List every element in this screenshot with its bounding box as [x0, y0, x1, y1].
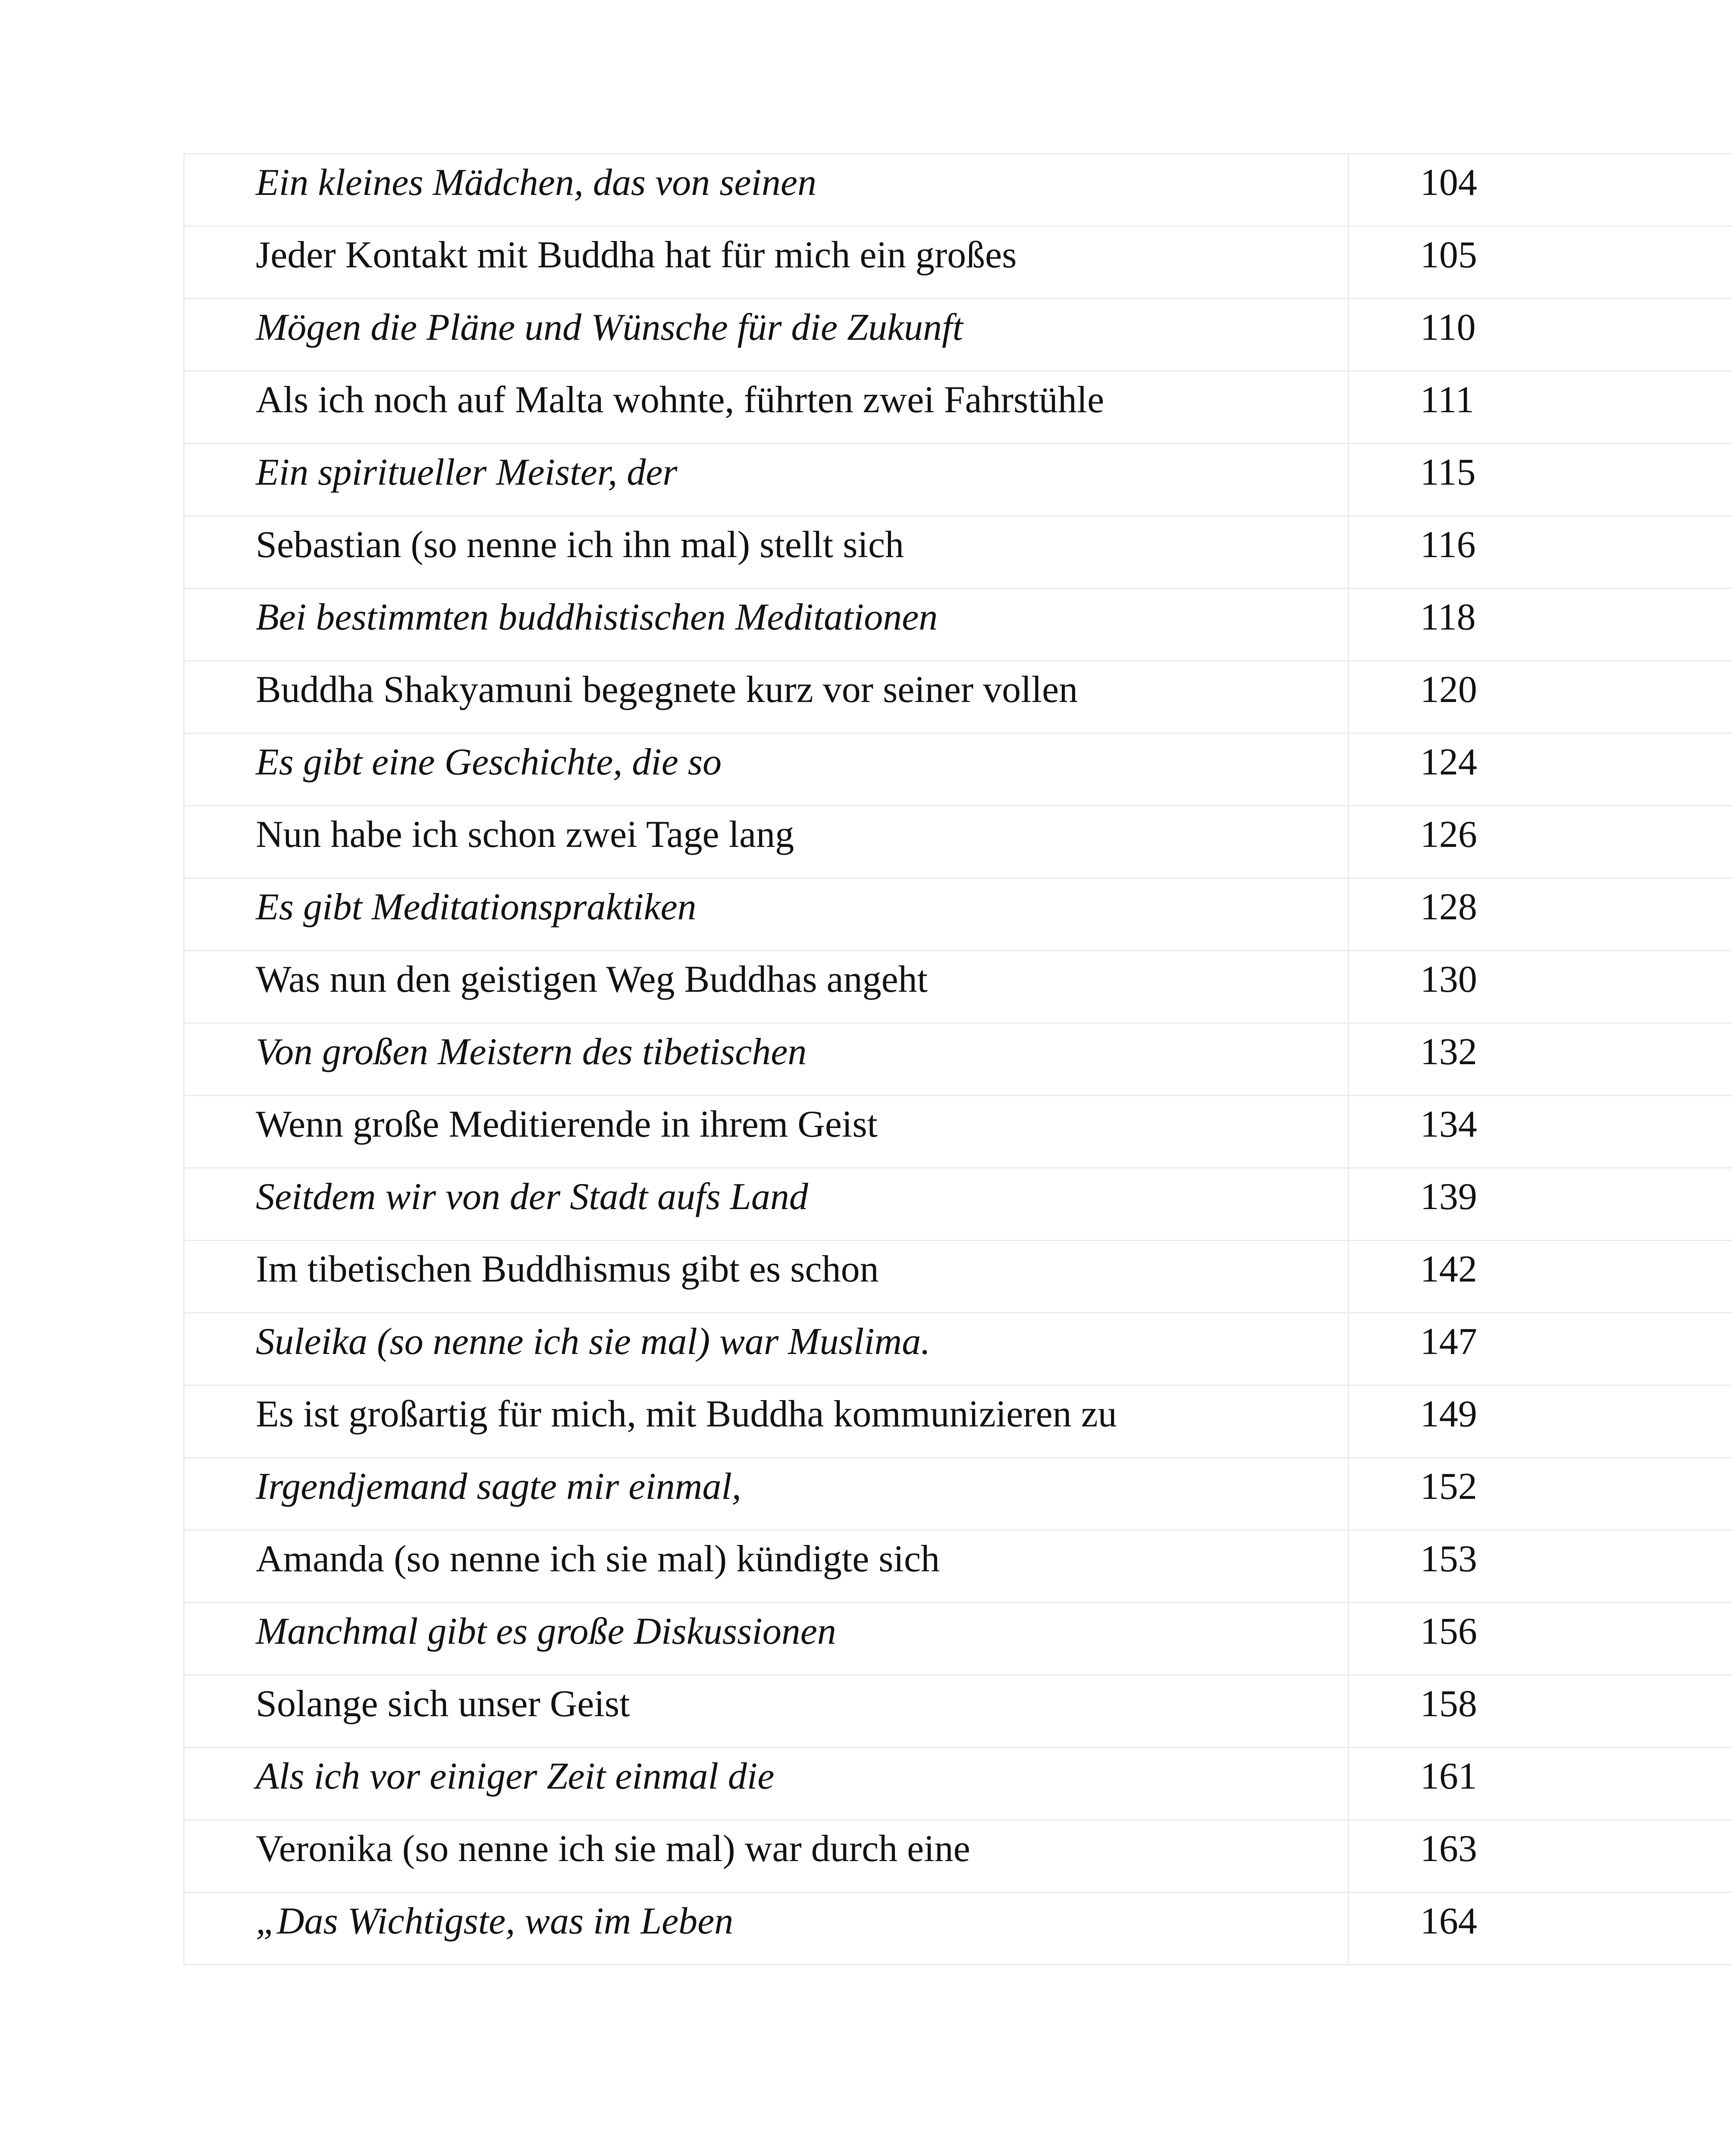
table-of-contents: [183, 153, 1732, 1965]
toc-row: [184, 1385, 1732, 1458]
toc-row: [184, 1530, 1732, 1603]
toc-entry-title: Von großen Meistern des tibetischen: [184, 1023, 1349, 1096]
toc-entry-page-number: 128: [1349, 878, 1732, 951]
toc-row: [184, 1168, 1732, 1241]
toc-row: [184, 733, 1732, 806]
toc-entry-title: Sebastian (so nenne ich ihn mal) stellt sich: [184, 516, 1349, 589]
toc-body: [184, 154, 1732, 1965]
toc-row: [184, 1023, 1732, 1096]
toc-entry-title: Wenn große Meditierende in ihrem Geist: [184, 1096, 1349, 1168]
toc-entry-page-number: 115: [1349, 444, 1732, 516]
toc-entry-page-number: 149: [1349, 1385, 1732, 1458]
toc-row: [184, 516, 1732, 589]
toc-entry-title: Es ist großartig für mich, mit Buddha kommunizieren zu: [184, 1385, 1349, 1458]
toc-row: [184, 154, 1732, 226]
toc-row: [184, 1748, 1732, 1820]
toc-row: [184, 1603, 1732, 1675]
toc-entry-page-number: 104: [1349, 154, 1732, 226]
toc-entry-title: Als ich vor einiger Zeit einmal die: [184, 1748, 1349, 1820]
toc-row: [184, 299, 1732, 371]
toc-entry-page-number: 147: [1349, 1313, 1732, 1385]
toc-entry-page-number: 126: [1349, 806, 1732, 878]
toc-entry-page-number: 139: [1349, 1168, 1732, 1241]
toc-entry-page-number: 110: [1349, 299, 1732, 371]
toc-row: [184, 661, 1732, 733]
toc-entry-page-number: 116: [1349, 516, 1732, 589]
toc-entry-title: Es gibt Meditationspraktiken: [184, 878, 1349, 951]
toc-entry-title: Im tibetischen Buddhismus gibt es schon: [184, 1241, 1349, 1313]
toc-row: [184, 1313, 1732, 1385]
toc-entry-page-number: 153: [1349, 1530, 1732, 1603]
toc-row: [184, 1893, 1732, 1965]
toc-entry-page-number: 118: [1349, 589, 1732, 661]
toc-entry-page-number: 132: [1349, 1023, 1732, 1096]
toc-row: [184, 951, 1732, 1023]
toc-row: [184, 1820, 1732, 1893]
toc-entry-title: Als ich noch auf Malta wohnte, führten zwei Fahrstühle: [184, 371, 1349, 444]
toc-row: [184, 371, 1732, 444]
toc-entry-page-number: 105: [1349, 226, 1732, 299]
toc-row: [184, 1241, 1732, 1313]
toc-row: [184, 589, 1732, 661]
toc-entry-title: Irgendjemand sagte mir einmal,: [184, 1458, 1349, 1530]
toc-row: [184, 878, 1732, 951]
toc-entry-page-number: 142: [1349, 1241, 1732, 1313]
toc-row: [184, 806, 1732, 878]
toc-entry-page-number: 156: [1349, 1603, 1732, 1675]
toc-entry-page-number: 130: [1349, 951, 1732, 1023]
toc-entry-title: Seitdem wir von der Stadt aufs Land: [184, 1168, 1349, 1241]
toc-entry-page-number: 161: [1349, 1748, 1732, 1820]
toc-entry-page-number: 164: [1349, 1893, 1732, 1965]
toc-entry-page-number: 120: [1349, 661, 1732, 733]
toc-row: [184, 1458, 1732, 1530]
toc-entry-title: Manchmal gibt es große Diskussionen: [184, 1603, 1349, 1675]
toc-row: [184, 444, 1732, 516]
toc-entry-page-number: 152: [1349, 1458, 1732, 1530]
toc-entry-title: Suleika (so nenne ich sie mal) war Muslima.: [184, 1313, 1349, 1385]
toc-entry-page-number: 134: [1349, 1096, 1732, 1168]
toc-entry-page-number: 124: [1349, 733, 1732, 806]
toc-entry-title: Amanda (so nenne ich sie mal) kündigte sich: [184, 1530, 1349, 1603]
toc-entry-title: Ein spiritueller Meister, der: [184, 444, 1349, 516]
toc-entry-title: Veronika (so nenne ich sie mal) war durch eine: [184, 1820, 1349, 1893]
toc-entry-page-number: 163: [1349, 1820, 1732, 1893]
toc-entry-title: Ein kleines Mädchen, das von seinen: [184, 154, 1349, 226]
toc-entry-page-number: 111: [1349, 371, 1732, 444]
toc-entry-title: Was nun den geistigen Weg Buddhas angeht: [184, 951, 1349, 1023]
toc-row: [184, 226, 1732, 299]
toc-entry-title: Bei bestimmten buddhistischen Meditationen: [184, 589, 1349, 661]
toc-entry-page-number: 158: [1349, 1675, 1732, 1748]
toc-entry-title: Mögen die Pläne und Wünsche für die Zukunft: [184, 299, 1349, 371]
toc-entry-title: Solange sich unser Geist: [184, 1675, 1349, 1748]
toc-row: [184, 1675, 1732, 1748]
toc-entry-title: Es gibt eine Geschichte, die so: [184, 733, 1349, 806]
toc-entry-title: Buddha Shakyamuni begegnete kurz vor seiner vollen: [184, 661, 1349, 733]
toc-entry-title: Nun habe ich schon zwei Tage lang: [184, 806, 1349, 878]
toc-row: [184, 1096, 1732, 1168]
toc-entry-title: Jeder Kontakt mit Buddha hat für mich ein großes: [184, 226, 1349, 299]
toc-entry-title: „Das Wichtigste, was im Leben: [184, 1893, 1349, 1965]
